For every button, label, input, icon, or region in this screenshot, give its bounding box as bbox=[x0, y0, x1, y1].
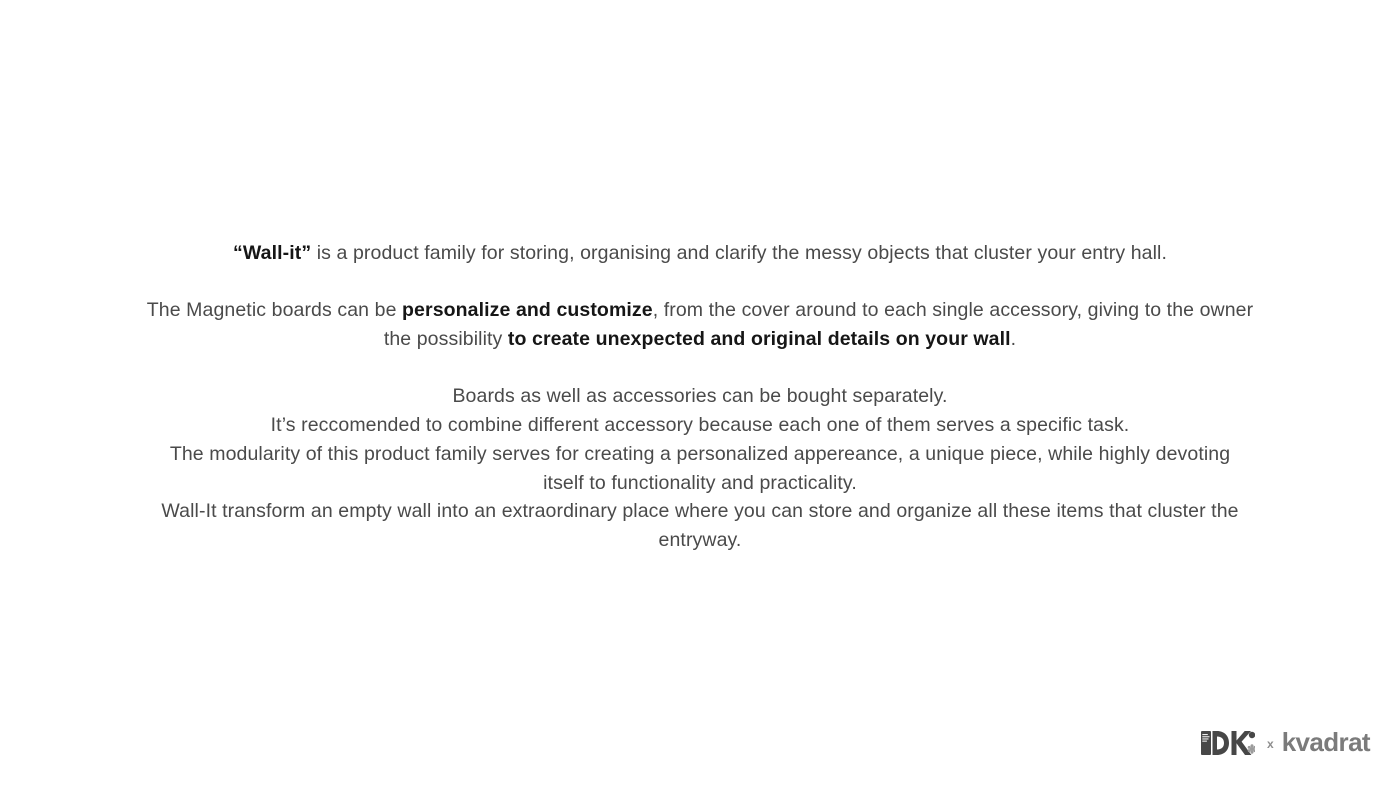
paragraph bbox=[60, 296, 1340, 353]
paragraph bbox=[60, 382, 1340, 554]
body-text-segment: the possibility bbox=[383, 328, 508, 351]
text-line bbox=[60, 469, 1340, 498]
text-line bbox=[60, 440, 1340, 469]
body-text-segment: is a product family for storing, organising and clarify the messy objects that cluster your entry hall. bbox=[311, 242, 1167, 264]
body-text-segment: itself to functionality and practicality. bbox=[543, 471, 857, 494]
body-text-segment: Wall-It transform an empty wall into an extraordinary place where you can store and organize all these items that cluster the bbox=[161, 500, 1239, 523]
text-line bbox=[60, 497, 1340, 526]
body-text-segment: . bbox=[1010, 328, 1017, 351]
dki-logo-icon bbox=[1201, 729, 1255, 757]
kvadrat-logo: kvadrat bbox=[1281, 727, 1370, 757]
text-line bbox=[60, 239, 1340, 268]
body-text-segment: Boards as well as accessories can be bought separately. bbox=[452, 385, 948, 408]
logo-lockup bbox=[1201, 729, 1370, 757]
paragraph bbox=[60, 239, 1340, 268]
text-line bbox=[60, 325, 1340, 354]
body-text bbox=[60, 0, 1340, 555]
body-text-segment: It’s reccomended to combine different accessory because each one of them serves a specific task. bbox=[270, 414, 1130, 437]
collab-x-separator: x bbox=[1267, 737, 1274, 751]
bold-text-segment: to create unexpected and original details on your wall bbox=[507, 328, 1011, 351]
text-line bbox=[60, 296, 1340, 325]
body-text-segment: , from the cover around to each single accessory, giving to the owner bbox=[652, 299, 1254, 322]
text-line bbox=[60, 411, 1340, 440]
text-line bbox=[60, 526, 1340, 555]
body-text-segment: The modularity of this product family serves for creating a personalized appereance, a unique piece, while highly devoting bbox=[169, 442, 1231, 465]
bold-text-segment: personalize and customize bbox=[402, 299, 653, 322]
body-text-segment: entryway. bbox=[658, 529, 742, 551]
bold-text-segment: “Wall-it” bbox=[233, 242, 312, 264]
text-line bbox=[60, 382, 1340, 411]
body-text-segment: The Magnetic boards can be bbox=[146, 299, 403, 322]
